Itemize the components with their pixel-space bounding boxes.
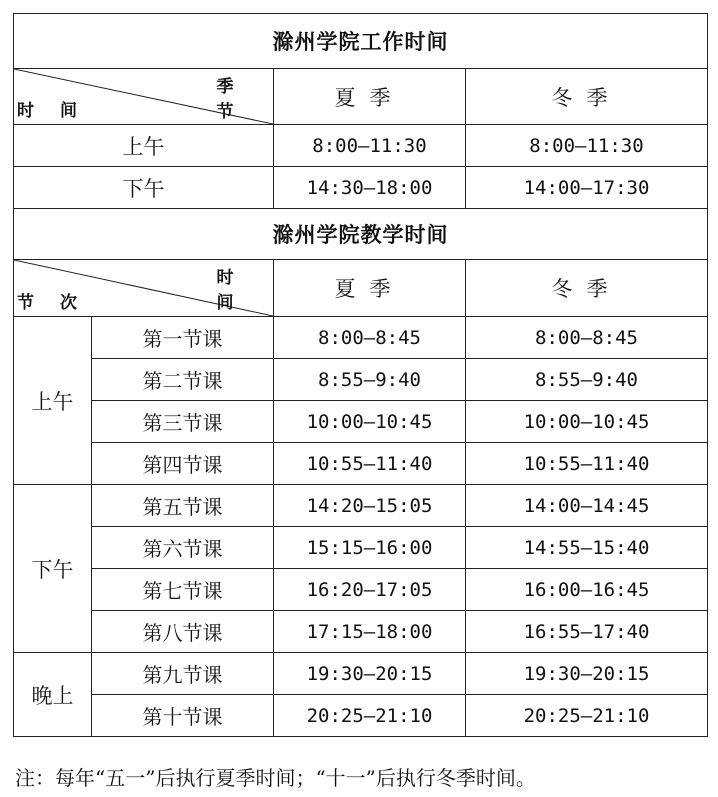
class-label: 第一节课 bbox=[92, 317, 274, 359]
work-time-title: 滁州学院工作时间 bbox=[14, 14, 708, 69]
class-row bbox=[14, 695, 708, 737]
class-label: 第二节课 bbox=[92, 359, 274, 401]
class-summer: 10:55—11:40 bbox=[274, 443, 466, 485]
teach-header-time-label: 时间 bbox=[216, 268, 260, 313]
class-summer: 10:00—10:45 bbox=[274, 401, 466, 443]
class-row bbox=[14, 611, 708, 653]
class-summer: 20:25—21:10 bbox=[274, 695, 466, 737]
period-afternoon: 下午 bbox=[14, 485, 92, 653]
work-row-summer: 8:00—11:30 bbox=[274, 125, 466, 167]
class-winter: 8:55—9:40 bbox=[466, 359, 708, 401]
class-summer: 8:55—9:40 bbox=[274, 359, 466, 401]
class-row bbox=[14, 569, 708, 611]
work-header-diagonal-cell bbox=[14, 69, 274, 125]
class-label: 第五节课 bbox=[92, 485, 274, 527]
period-morning: 上午 bbox=[14, 317, 92, 485]
work-header-winter: 冬季 bbox=[466, 69, 708, 125]
work-row-label: 上午 bbox=[14, 125, 274, 167]
work-row bbox=[14, 167, 708, 209]
class-summer: 19:30—20:15 bbox=[274, 653, 466, 695]
work-row bbox=[14, 125, 708, 167]
class-summer: 17:15—18:00 bbox=[274, 611, 466, 653]
class-winter: 16:00—16:45 bbox=[466, 569, 708, 611]
class-summer: 15:15—16:00 bbox=[274, 527, 466, 569]
class-label: 第九节课 bbox=[92, 653, 274, 695]
class-label: 第三节课 bbox=[92, 401, 274, 443]
class-winter: 8:00—8:45 bbox=[466, 317, 708, 359]
class-row bbox=[14, 359, 708, 401]
work-row-summer: 14:30—18:00 bbox=[274, 167, 466, 209]
class-label: 第七节课 bbox=[92, 569, 274, 611]
class-winter: 14:00—14:45 bbox=[466, 485, 708, 527]
work-row-label: 下午 bbox=[14, 167, 274, 209]
schedule-table bbox=[13, 13, 708, 737]
class-label: 第十节课 bbox=[92, 695, 274, 737]
teach-header-summer: 夏季 bbox=[274, 260, 466, 317]
class-summer: 8:00—8:45 bbox=[274, 317, 466, 359]
teach-header-winter: 冬季 bbox=[466, 260, 708, 317]
class-row bbox=[14, 443, 708, 485]
class-label: 第四节课 bbox=[92, 443, 274, 485]
class-row bbox=[14, 653, 708, 695]
work-header-season-label: 季节 bbox=[216, 77, 260, 122]
work-header-summer: 夏季 bbox=[274, 69, 466, 125]
class-winter: 16:55—17:40 bbox=[466, 611, 708, 653]
class-winter: 10:00—10:45 bbox=[466, 401, 708, 443]
class-row bbox=[14, 401, 708, 443]
teach-time-title: 滁州学院教学时间 bbox=[14, 209, 708, 260]
class-summer: 14:20—15:05 bbox=[274, 485, 466, 527]
class-summer: 16:20—17:05 bbox=[274, 569, 466, 611]
class-label: 第八节课 bbox=[92, 611, 274, 653]
footnote: 注：每年“五一”后执行夏季时间；“十一”后执行冬季时间。 bbox=[15, 766, 536, 790]
work-row-winter: 8:00—11:30 bbox=[466, 125, 708, 167]
class-row bbox=[14, 527, 708, 569]
class-winter: 20:25—21:10 bbox=[466, 695, 708, 737]
work-row-winter: 14:00—17:30 bbox=[466, 167, 708, 209]
teach-header-period-label: 节次 bbox=[17, 293, 103, 313]
class-label: 第六节课 bbox=[92, 527, 274, 569]
period-evening: 晚上 bbox=[14, 653, 92, 737]
teach-header-diagonal-cell bbox=[14, 260, 274, 317]
class-winter: 10:55—11:40 bbox=[466, 443, 708, 485]
work-header-time-label: 时间 bbox=[17, 101, 103, 121]
class-winter: 14:55—15:40 bbox=[466, 527, 708, 569]
class-winter: 19:30—20:15 bbox=[466, 653, 708, 695]
class-row bbox=[14, 485, 708, 527]
class-row bbox=[14, 317, 708, 359]
